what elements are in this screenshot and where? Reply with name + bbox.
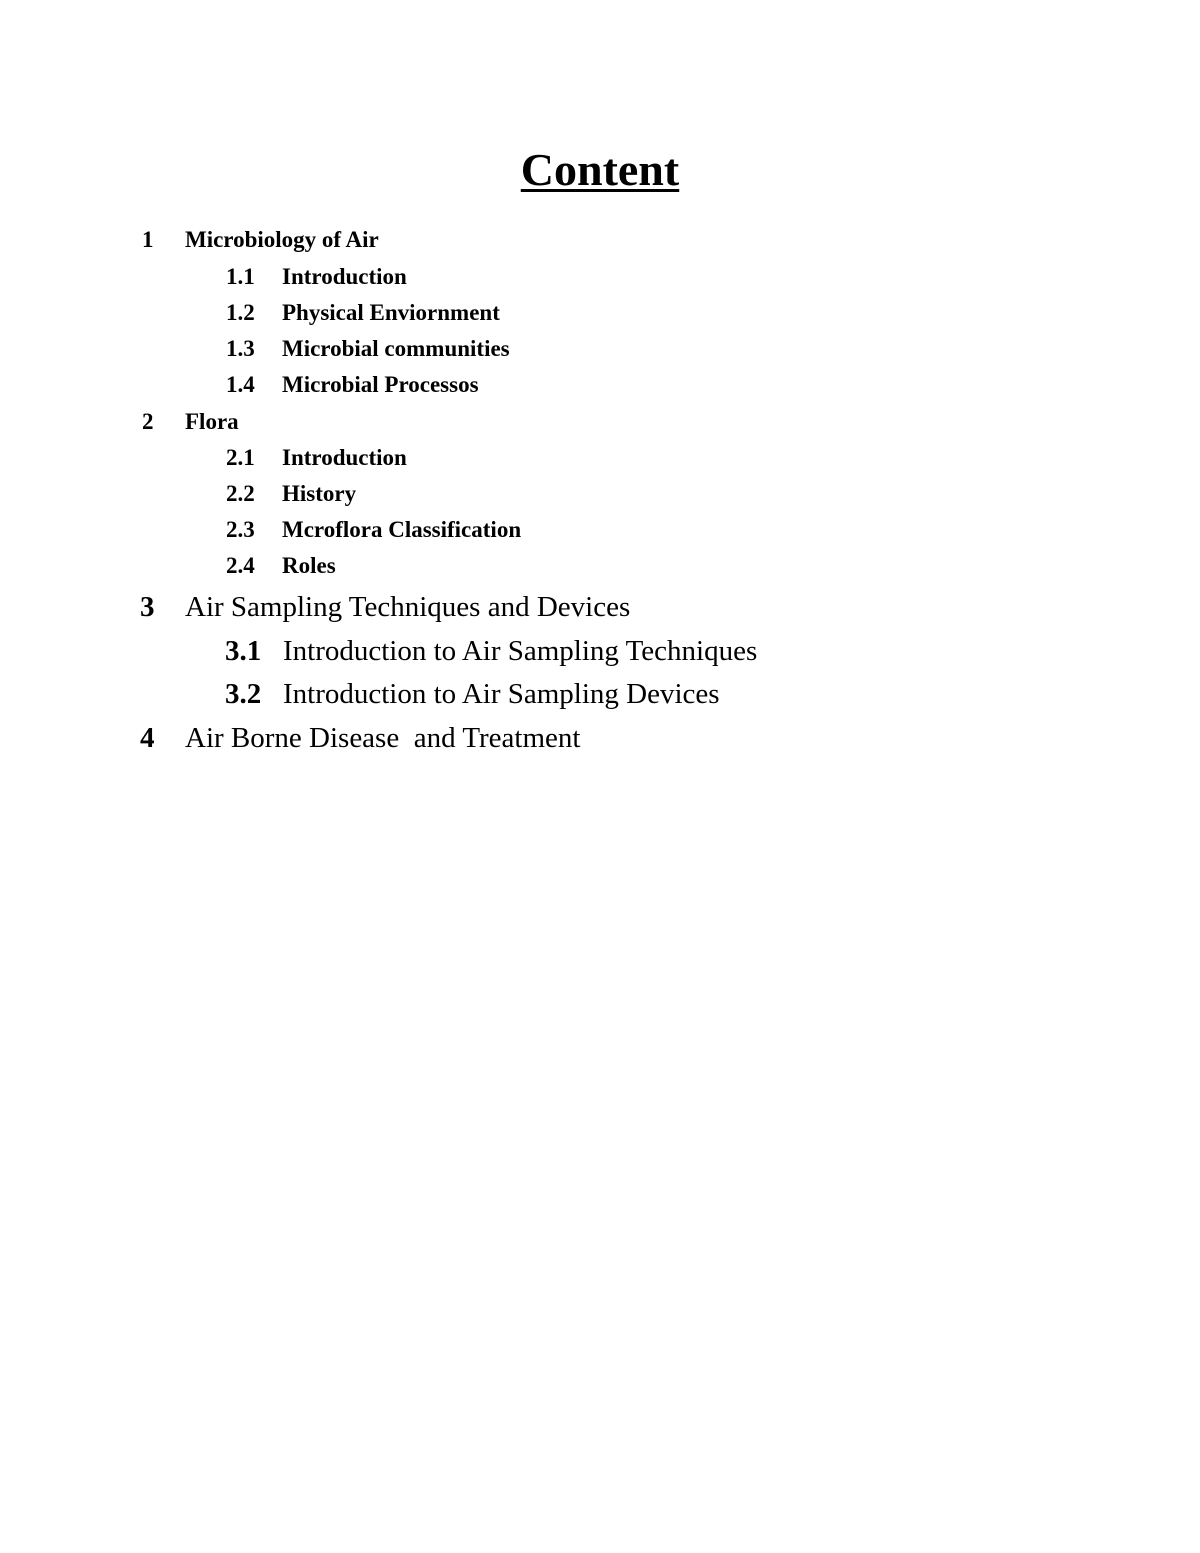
toc-subsection-label: Physical Enviornment [282, 300, 500, 325]
toc-subsection-label: Roles [282, 553, 336, 578]
toc-subsection-number: 1.3 [226, 336, 255, 361]
toc-subsection-number: 1.1 [226, 264, 255, 289]
toc-subsection-number: 3.1 [225, 635, 262, 667]
toc-section-label: Microbiology of Air [185, 227, 379, 252]
toc-section-number: 3 [140, 591, 155, 623]
toc-subsection-label: Microbial Processos [282, 372, 479, 397]
toc-subsection-number: 2.3 [226, 517, 255, 542]
toc-subsection-label: History [282, 481, 357, 506]
toc-subsection-number: 2.2 [226, 481, 255, 506]
toc-subsection-number: 2.4 [226, 553, 255, 578]
toc-section-number: 1 [142, 227, 154, 252]
toc-subsection-number: 1.2 [226, 300, 255, 325]
toc-section-label: Air Sampling Techniques and Devices [185, 591, 631, 623]
page-title: Content [520, 144, 680, 195]
toc-subsection-label: Introduction [282, 445, 407, 470]
toc-section-number: 4 [140, 722, 155, 754]
toc-section-label: Air Borne Disease and Treatment [185, 722, 581, 754]
toc-subsection-label: Introduction to Air Sampling Devices [283, 678, 720, 710]
toc-subsection-number: 2.1 [226, 445, 255, 470]
toc-subsection-label: Introduction to Air Sampling Techniques [283, 635, 758, 667]
toc-subsection-number: 3.2 [225, 678, 262, 710]
toc-subsection-label: Introduction [282, 264, 407, 289]
toc-subsection-number: 1.4 [226, 372, 255, 397]
toc-section-number: 2 [142, 409, 154, 434]
toc-section-label: Flora [185, 409, 239, 434]
toc-subsection-label: Microbial communities [282, 336, 510, 361]
toc-subsection-label: Mcroflora Classification [282, 517, 522, 542]
